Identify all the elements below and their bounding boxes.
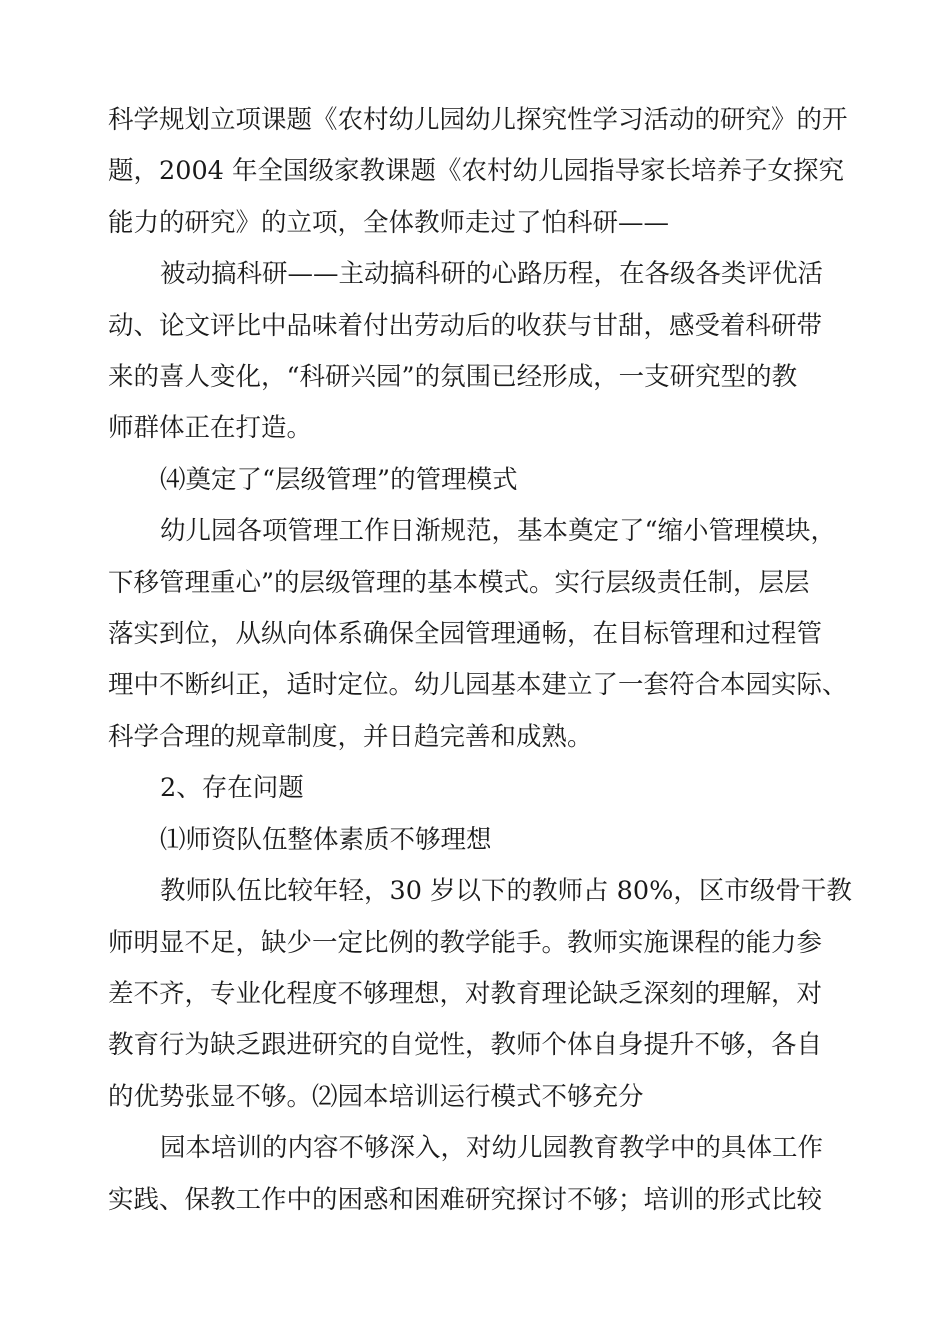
text-line: 能力的研究》的立项，全体教师走过了怕科研—— xyxy=(108,207,670,238)
text-line: 的优势张显不够。⑵园本培训运行模式不够充分 xyxy=(108,1081,644,1112)
text-line: 动、论文评比中品味着付出劳动后的收获与甘甜，感受着科研带 xyxy=(108,310,823,341)
paragraph xyxy=(108,1123,848,1226)
text-line: 题，2004 年全国级家教课题《农村幼儿园指导家长培养子女探究 xyxy=(108,156,845,187)
text-line: 实践、保教工作中的困惑和困难研究探讨不够；培训的形式比较 xyxy=(108,1184,823,1215)
text-line: 2、存在问题 xyxy=(160,773,304,804)
paragraph xyxy=(108,95,848,249)
paragraph xyxy=(108,763,848,814)
text-line: 差不齐，专业化程度不够理想，对教育理论缺乏深刻的理解，对 xyxy=(108,978,823,1009)
paragraph xyxy=(108,249,848,455)
text-line: 来的喜人变化，“科研兴园”的氛围已经形成，一支研究型的教 xyxy=(108,362,798,393)
text-line: 下移管理重心”的层级管理的基本模式。实行层级责任制，层层 xyxy=(108,567,810,598)
text-line: 理中不断纠正，适时定位。幼儿园基本建立了一套符合本园实际、 xyxy=(108,670,848,701)
text-line: 师群体正在打造。 xyxy=(108,413,313,444)
text-line: 教育行为缺乏跟进研究的自觉性，教师个体自身提升不够，各自 xyxy=(108,1030,823,1061)
paragraph xyxy=(108,455,848,506)
text-line: 科学合理的规章制度，并日趋完善和成熟。 xyxy=(108,721,593,752)
paragraph xyxy=(108,506,848,763)
document-body xyxy=(108,95,852,1226)
paragraph xyxy=(108,866,852,1123)
text-line: ⑷奠定了“层级管理”的管理模式 xyxy=(160,464,518,495)
text-line: 被动搞科研——主动搞科研的心路历程，在各级各类评优活 xyxy=(160,259,824,290)
text-line: 师明显不足，缺少一定比例的教学能手。教师实施课程的能力参 xyxy=(108,927,823,958)
text-line: 落实到位，从纵向体系确保全园管理通畅，在目标管理和过程管 xyxy=(108,619,823,650)
text-line: 科学规划立项课题《农村幼儿园幼儿探究性学习活动的研究》的开 xyxy=(108,105,848,135)
text-line: 园本培训的内容不够深入，对幼儿园教育教学中的具体工作 xyxy=(160,1133,824,1164)
paragraph xyxy=(108,815,848,866)
text-line: ⑴师资队伍整体素质不够理想 xyxy=(160,824,492,855)
text-line: 幼儿园各项管理工作日渐规范，基本奠定了“缩小管理模块， xyxy=(160,516,837,547)
text-line: 教师队伍比较年轻，30 岁以下的教师占 80%，区市级骨干教 xyxy=(160,876,852,907)
